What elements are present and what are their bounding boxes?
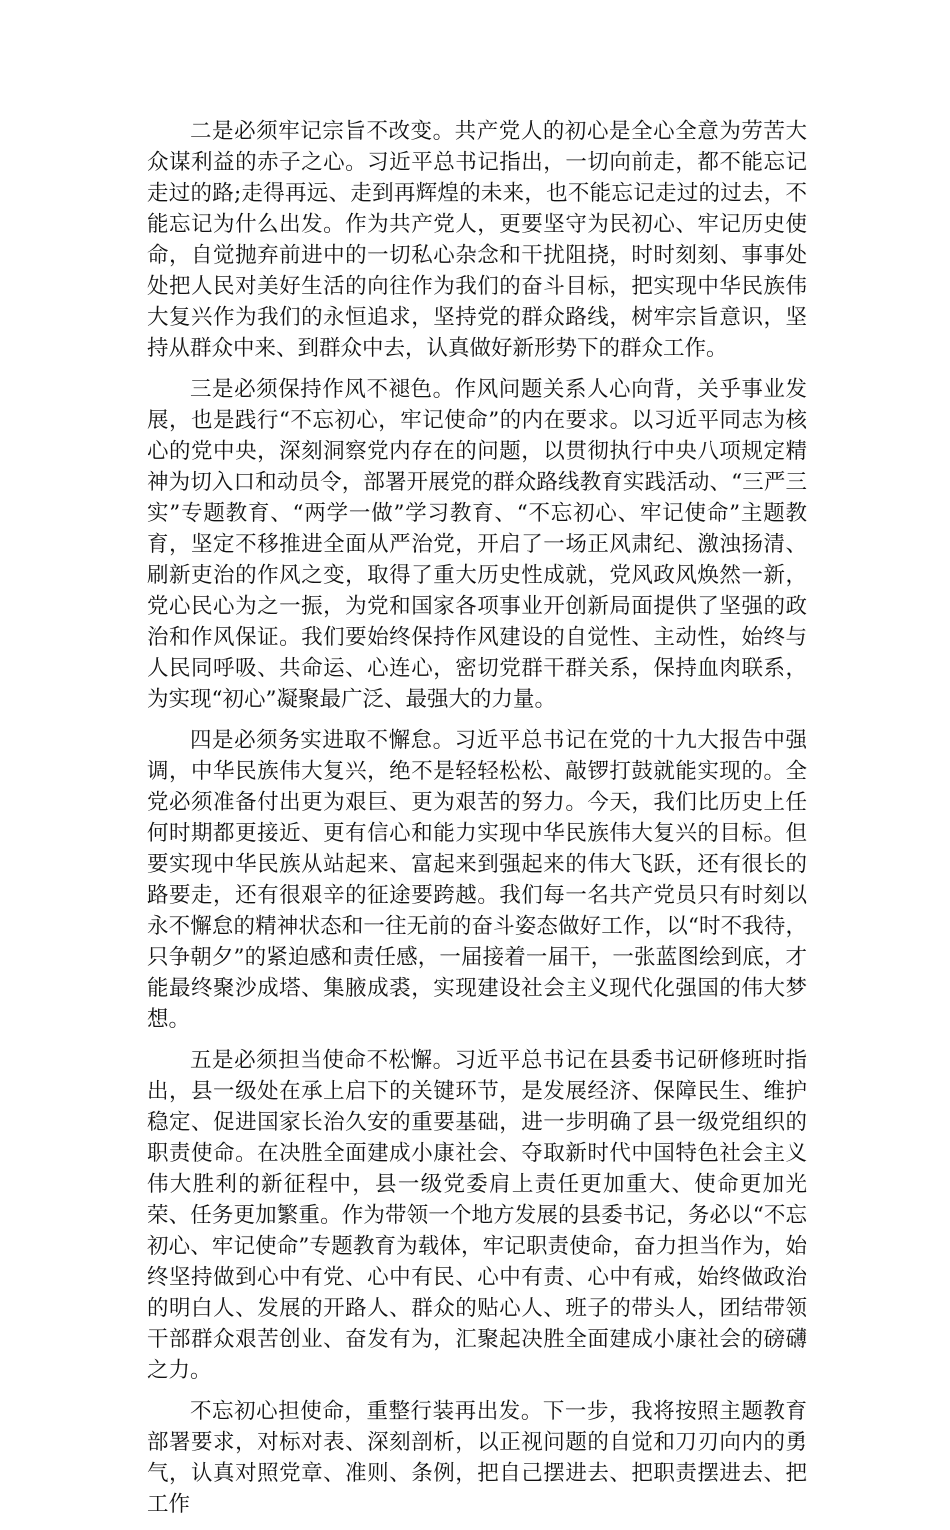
paragraph-5-dandang: 五是必须担当使命不松懈。习近平总书记在县委书记研修班时指出，县一级处在承上启下的关键环节，是发展经济、保障民生、维护稳定、促进国家长治久安的重要基础，进一步明确了县一级党组织的职责使命。在决胜全面建成小康社会、夺取新时代中国特色社会主义伟大胜利的新征程中，县一级党委肩上责任更加重大、使命更加光荣、任务更加繁重。作为带领一个地方发展的县委书记，务必以“不忘初心、牢记使命”专题教育为载体，牢记职责使命，奋力担当作为，始终坚持做到心中有党、心中有民、心中有责、心中有戒，始终做政治的明白人、发展的开路人、群众的贴心人、班子的带头人，团结带领干部群众艰苦创业、奋发有为，汇聚起决胜全面建成小康社会的磅礴之力。: [147, 1048, 807, 1383]
document-body: [147, 116, 807, 1530]
paragraph-2-zongzhi: 二是必须牢记宗旨不改变。共产党人的初心是全心全意为劳苦大众谋利益的赤子之心。习近平总书记指出，一切向前走，都不能忘记走过的路;走得再远、走到再辉煌的未来，也不能忘记走过的过去，不能忘记为什么出发。作为共产党人，更要坚守为民初心、牢记历史使命，自觉抛弃前进中的一切私心杂念和干扰阻挠，时时刻刻、事事处处把人民对美好生活的向往作为我们的奋斗目标，把实现中华民族伟大复兴作为我们的永恒追求，坚持党的群众路线，树牢宗旨意识，坚持从群众中来、到群众中去，认真做好新形势下的群众工作。: [147, 119, 807, 361]
paragraph-4-wushi: 四是必须务实进取不懈怠。习近平总书记在党的十九大报告中强调，中华民族伟大复兴，绝不是轻轻松松、敲锣打鼓就能实现的。全党必须准备付出更为艰巨、更为艰苦的努力。今天，我们比历史上任何时期都更接近、更有信心和能力实现中华民族伟大复兴的目标。但要实现中华民族从站起来、富起来到强起来的伟大飞跃，还有很长的路要走，还有很艰辛的征途要跨越。我们每一名共产党员只有时刻以永不懈怠的精神状态和一往无前的奋斗姿态做好工作，以“时不我待，只争朝夕”的紧迫感和责任感，一届接着一届干，一张蓝图绘到底，才能最终聚沙成塔、集腋成裘，实现建设社会主义现代化强国的伟大梦想。: [147, 728, 807, 1032]
paragraph-3-zuofeng: 三是必须保持作风不褪色。作风问题关系人心向背，关乎事业发展，也是践行“不忘初心，牢记使命”的内在要求。以习近平同志为核心的党中央，深刻洞察党内存在的问题，以贯彻执行中央八项规定精神为切入口和动员令，部署开展党的群众路线教育实践活动、“三严三实”专题教育、“两学一做”学习教育、“不忘初心、牢记使命”主题教育，坚定不移推进全面从严治党，开启了一场正风肃纪、激浊扬清、刷新吏治的作风之变，取得了重大历史性成就，党风政风焕然一新，党心民心为之一振，为党和国家各项事业开创新局面提供了坚强的政治和作风保证。我们要始终保持作风建设的自觉性、主动性，始终与人民同呼吸、共命运、心连心，密切党群干群关系，保持血肉联系，为实现“初心”凝聚最广泛、最强大的力量。: [147, 377, 807, 712]
paragraph-closing: 不忘初心担使命，重整行装再出发。下一步，我将按照主题教育部署要求，对标对表、深刻剖析，以正视问题的自觉和刀刃向内的勇气，认真对照党章、准则、条例，把自己摆进去、把职责摆进去、把工作: [147, 1399, 807, 1517]
